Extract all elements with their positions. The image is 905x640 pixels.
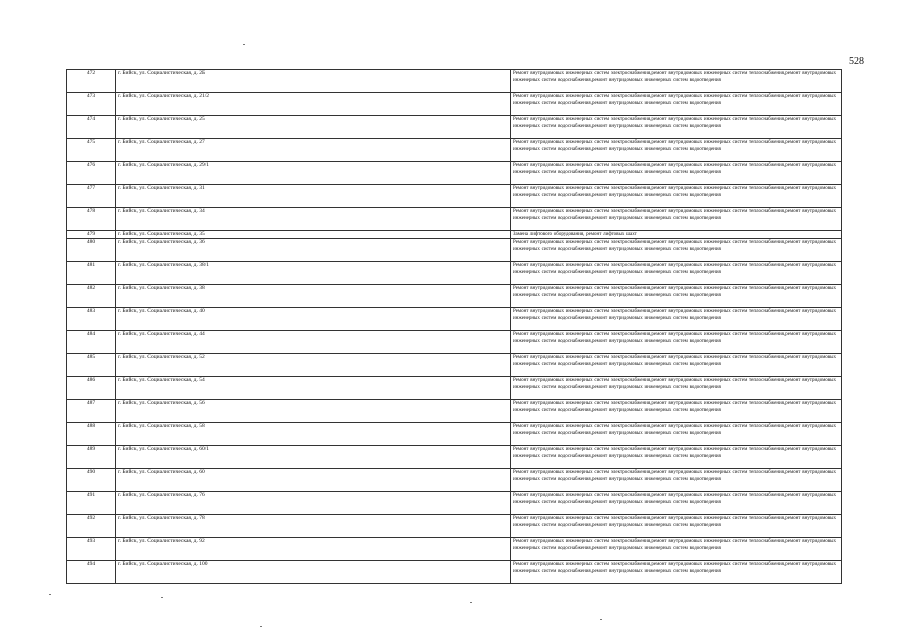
row-work-cell — [511, 515, 842, 538]
table-row — [67, 331, 842, 354]
row-number: 494 — [67, 561, 116, 584]
table-row — [67, 538, 842, 561]
row-work-cell — [511, 70, 842, 93]
row-work-description: Ремонт внутридомовых инженерных систем электроснабжения,ремонт внутридомовых инженерных систем теплоснабжения,ремонт внутридомовых инженерных систем водоснабжения,ремонт внутридомовых инженерных систем водоотведения — [513, 209, 837, 221]
row-address: г. Бийск, ул. Социалистическая, д. 40 — [116, 308, 511, 331]
row-number: 477 — [67, 185, 116, 208]
row-number: 478 — [67, 208, 116, 231]
row-number: 479 — [67, 231, 116, 239]
row-work-description: Ремонт внутридомовых инженерных систем электроснабжения,ремонт внутридомовых инженерных систем теплоснабжения,ремонт внутридомовых инженерных систем водоснабжения,ремонт внутридомовых инженерных систем водоотведения — [513, 71, 837, 83]
row-work-description: Ремонт внутридомовых инженерных систем электроснабжения,ремонт внутридомовых инженерных систем теплоснабжения,ремонт внутридомовых инженерных систем водоснабжения,ремонт внутридомовых инженерных систем водоотведения — [513, 140, 837, 152]
row-number: 490 — [67, 469, 116, 492]
row-work-cell — [511, 538, 842, 561]
table-row — [67, 162, 842, 185]
row-work-description: Ремонт внутридомовых инженерных систем электроснабжения,ремонт внутридомовых инженерных систем теплоснабжения,ремонт внутридомовых инженерных систем водоснабжения,ремонт внутридомовых инженерных систем водоотведения — [513, 186, 837, 198]
row-address: г. Бийск, ул. Социалистическая, д. 60/1 — [116, 446, 511, 469]
row-number: 481 — [67, 262, 116, 285]
row-work-cell — [511, 331, 842, 354]
row-address: г. Бийск, ул. Социалистическая, д. 100 — [116, 561, 511, 584]
row-work-cell — [511, 492, 842, 515]
row-number: 493 — [67, 538, 116, 561]
table-row — [67, 116, 842, 139]
table-row — [67, 515, 842, 538]
table-body — [67, 70, 842, 584]
table-row — [67, 208, 842, 231]
row-work-cell — [511, 308, 842, 331]
row-work-description: Ремонт внутридомовых инженерных систем электроснабжения,ремонт внутридомовых инженерных систем теплоснабжения,ремонт внутридомовых инженерных систем водоснабжения,ремонт внутридомовых инженерных систем водоотведения — [513, 286, 837, 298]
row-work-description: Ремонт внутридомовых инженерных систем электроснабжения,ремонт внутридомовых инженерных систем теплоснабжения,ремонт внутридомовых инженерных систем водоснабжения,ремонт внутридомовых инженерных систем водоотведения — [513, 332, 837, 344]
table-row — [67, 285, 842, 308]
works-table — [66, 69, 842, 584]
row-address: г. Бийск, ул. Социалистическая, д. 54 — [116, 377, 511, 400]
row-number: 474 — [67, 116, 116, 139]
table-row — [67, 308, 842, 331]
row-work-cell — [511, 139, 842, 162]
row-number: 485 — [67, 354, 116, 377]
row-work-description: Ремонт внутридомовых инженерных систем электроснабжения,ремонт внутридомовых инженерных систем теплоснабжения,ремонт внутридомовых инженерных систем водоснабжения,ремонт внутридомовых инженерных систем водоотведения — [513, 424, 837, 436]
table-row — [67, 377, 842, 400]
row-work-description: Замена лифтового оборудования, ремонт лифтовых шахт — [513, 232, 637, 237]
scan-speck — [243, 44, 245, 45]
row-address: г. Бийск, ул. Социалистическая, д. 38 — [116, 285, 511, 308]
row-work-cell — [511, 162, 842, 185]
row-work-cell — [511, 561, 842, 584]
row-work-description: Ремонт внутридомовых инженерных систем электроснабжения,ремонт внутридомовых инженерных систем теплоснабжения,ремонт внутридомовых инженерных систем водоснабжения,ремонт внутридомовых инженерных систем водоотведения — [513, 401, 837, 413]
row-address: г. Бийск, ул. Социалистическая, д. 29/1 — [116, 162, 511, 185]
row-number: 486 — [67, 377, 116, 400]
row-address: г. Бийск, ул. Социалистическая, д. 78 — [116, 515, 511, 538]
page-number: 528 — [849, 56, 864, 67]
row-address: г. Бийск, ул. Социалистическая, д. 31 — [116, 185, 511, 208]
row-work-cell — [511, 239, 842, 262]
row-address: г. Бийск, ул. Социалистическая, д. 58 — [116, 423, 511, 446]
row-number: 487 — [67, 400, 116, 423]
scan-speck — [470, 602, 472, 603]
row-number: 483 — [67, 308, 116, 331]
row-number: 491 — [67, 492, 116, 515]
row-number: 476 — [67, 162, 116, 185]
row-address: г. Бийск, ул. Социалистическая, д. 52 — [116, 354, 511, 377]
row-work-description: Ремонт внутридомовых инженерных систем электроснабжения,ремонт внутридомовых инженерных систем теплоснабжения,ремонт внутридомовых инженерных систем водоснабжения,ремонт внутридомовых инженерных систем водоотведения — [513, 355, 837, 367]
table-row — [67, 239, 842, 262]
row-work-cell — [511, 93, 842, 116]
scan-speck — [600, 619, 602, 620]
row-work-description: Ремонт внутридомовых инженерных систем электроснабжения,ремонт внутридомовых инженерных систем теплоснабжения,ремонт внутридомовых инженерных систем водоснабжения,ремонт внутридомовых инженерных систем водоотведения — [513, 309, 837, 321]
table-row — [67, 139, 842, 162]
row-work-description: Ремонт внутридомовых инженерных систем электроснабжения,ремонт внутридомовых инженерных систем теплоснабжения,ремонт внутридомовых инженерных систем водоснабжения,ремонт внутридомовых инженерных систем водоотведения — [513, 117, 837, 129]
row-work-cell — [511, 116, 842, 139]
row-number: 475 — [67, 139, 116, 162]
table-row — [67, 70, 842, 93]
scan-speck — [49, 594, 51, 595]
row-address: г. Бийск, ул. Социалистическая, д. 34 — [116, 208, 511, 231]
row-address: г. Бийск, ул. Социалистическая, д. 92 — [116, 538, 511, 561]
row-work-description: Ремонт внутридомовых инженерных систем электроснабжения,ремонт внутридомовых инженерных систем теплоснабжения,ремонт внутридомовых инженерных систем водоснабжения,ремонт внутридомовых инженерных систем водоотведения — [513, 539, 837, 551]
row-address: г. Бийск, ул. Социалистическая, д. 60 — [116, 469, 511, 492]
row-work-description: Ремонт внутридомовых инженерных систем электроснабжения,ремонт внутридомовых инженерных систем теплоснабжения,ремонт внутридомовых инженерных систем водоснабжения,ремонт внутридомовых инженерных систем водоотведения — [513, 163, 837, 175]
table-row — [67, 423, 842, 446]
row-address: г. Бийск, ул. Социалистическая, д. 27 — [116, 139, 511, 162]
row-work-cell — [511, 469, 842, 492]
table-row — [67, 185, 842, 208]
row-work-cell — [511, 208, 842, 231]
table-row — [67, 231, 842, 239]
row-work-cell — [511, 446, 842, 469]
row-work-cell — [511, 262, 842, 285]
row-number: 488 — [67, 423, 116, 446]
row-number: 489 — [67, 446, 116, 469]
row-number: 484 — [67, 331, 116, 354]
row-work-description: Ремонт внутридомовых инженерных систем электроснабжения,ремонт внутридомовых инженерных систем теплоснабжения,ремонт внутридомовых инженерных систем водоснабжения,ремонт внутридомовых инженерных систем водоотведения — [513, 516, 837, 528]
row-address: г. Бийск, ул. Социалистическая, д. 35 — [116, 231, 511, 239]
table-row — [67, 354, 842, 377]
table-row — [67, 93, 842, 116]
row-address: г. Бийск, ул. Социалистическая, д. 2Б — [116, 70, 511, 93]
row-number: 472 — [67, 70, 116, 93]
scan-speck — [260, 626, 262, 627]
row-address: г. Бийск, ул. Социалистическая, д. 38/1 — [116, 262, 511, 285]
row-work-cell — [511, 400, 842, 423]
row-address: г. Бийск, ул. Социалистическая, д. 56 — [116, 400, 511, 423]
row-number: 473 — [67, 93, 116, 116]
row-work-cell — [511, 423, 842, 446]
row-work-cell — [511, 377, 842, 400]
table-row — [67, 262, 842, 285]
row-number: 492 — [67, 515, 116, 538]
row-work-description: Ремонт внутридомовых инженерных систем электроснабжения,ремонт внутридомовых инженерных систем теплоснабжения,ремонт внутридомовых инженерных систем водоснабжения,ремонт внутридомовых инженерных систем водоотведения — [513, 94, 837, 106]
row-work-description: Ремонт внутридомовых инженерных систем электроснабжения,ремонт внутридомовых инженерных систем теплоснабжения,ремонт внутридомовых инженерных систем водоснабжения,ремонт внутридомовых инженерных систем водоотведения — [513, 263, 837, 275]
row-work-description: Ремонт внутридомовых инженерных систем электроснабжения,ремонт внутридомовых инженерных систем теплоснабжения,ремонт внутридомовых инженерных систем водоснабжения,ремонт внутридомовых инженерных систем водоотведения — [513, 470, 837, 482]
row-work-cell — [511, 285, 842, 308]
row-work-description: Ремонт внутридомовых инженерных систем электроснабжения,ремонт внутридомовых инженерных систем теплоснабжения,ремонт внутридомовых инженерных систем водоснабжения,ремонт внутридомовых инженерных систем водоотведения — [513, 378, 837, 390]
row-address: г. Бийск, ул. Социалистическая, д. 36 — [116, 239, 511, 262]
scan-speck — [161, 597, 163, 598]
row-number: 480 — [67, 239, 116, 262]
row-work-description: Ремонт внутридомовых инженерных систем электроснабжения,ремонт внутридомовых инженерных систем теплоснабжения,ремонт внутридомовых инженерных систем водоснабжения,ремонт внутридомовых инженерных систем водоотведения — [513, 562, 837, 574]
table-row — [67, 469, 842, 492]
row-number: 482 — [67, 285, 116, 308]
table-row — [67, 446, 842, 469]
row-work-cell — [511, 354, 842, 377]
row-address: г. Бийск, ул. Социалистическая, д. 44 — [116, 331, 511, 354]
row-work-cell — [511, 231, 842, 239]
row-work-description: Ремонт внутридомовых инженерных систем электроснабжения,ремонт внутридомовых инженерных систем теплоснабжения,ремонт внутридомовых инженерных систем водоснабжения,ремонт внутридомовых инженерных систем водоотведения — [513, 240, 837, 252]
table-row — [67, 400, 842, 423]
table-row — [67, 561, 842, 584]
row-work-description: Ремонт внутридомовых инженерных систем электроснабжения,ремонт внутридомовых инженерных систем теплоснабжения,ремонт внутридомовых инженерных систем водоснабжения,ремонт внутридомовых инженерных систем водоотведения — [513, 447, 837, 459]
row-address: г. Бийск, ул. Социалистическая, д. 76 — [116, 492, 511, 515]
row-address: г. Бийск, ул. Социалистическая, д. 25 — [116, 116, 511, 139]
row-address: г. Бийск, ул. Социалистическая, д. 21/2 — [116, 93, 511, 116]
row-work-cell — [511, 185, 842, 208]
table-row — [67, 492, 842, 515]
row-work-description: Ремонт внутридомовых инженерных систем электроснабжения,ремонт внутридомовых инженерных систем теплоснабжения,ремонт внутридомовых инженерных систем водоснабжения,ремонт внутридомовых инженерных систем водоотведения — [513, 493, 837, 505]
